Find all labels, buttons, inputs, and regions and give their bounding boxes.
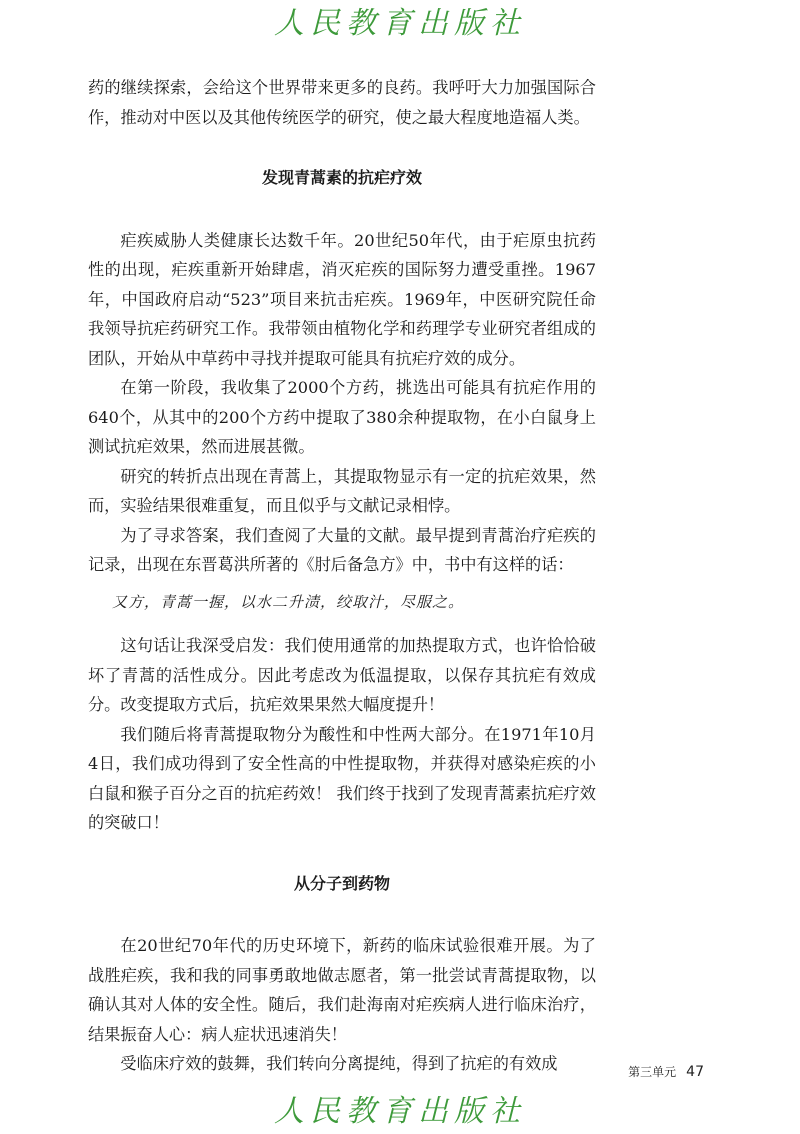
paragraph: 疟疾威胁人类健康长达数千年。20世纪50年代，由于疟原虫抗药性的出现，疟疾重新开始肆虐，消灭疟疾的国际努力遭受重挫。1967年，中国政府启动“523”项目来抗击疟疾。1969年，中医研究院任命我领导抗疟药研究工作。我带领由植物化学和药理学专业研究者组成的团队，开始从中草药中寻找并提取可能具有抗疟疗效的成分。 [88, 230, 596, 368]
classical-quote: 又方，青蒿一握，以水二升渍，绞取汁，尽服之。 [112, 592, 465, 611]
paragraph: 研究的转折点出现在青蒿上，其提取物显示有一定的抗疟效果，然而，实验结果很难重复，而且似乎与文献记录相悖。 [88, 466, 596, 515]
paragraph: 药的继续探索，会给这个世界带来更多的良药。我呼吁大力加强国际合作，推动对中医以及其他传统医学的研究，使之最大程度地造福人类。 [88, 78, 596, 127]
unit-label: 第三单元 [628, 1065, 677, 1079]
page-number: 47 [686, 1064, 704, 1080]
paragraph: 在20世纪70年代的历史环境下，新药的临床试验很难开展。为了战胜疟疾，我和我的同事勇敢地做志愿者，第一批尝试青蒿提取物，以确认其对人体的安全性。随后，我们赴海南对疟疾病人进行临床治疗，结果振奋人心：病人症状迅速消失！ [88, 936, 596, 1044]
section-heading: 发现青蒿素的抗疟疗效 [261, 168, 422, 187]
page-footer [628, 1063, 704, 1080]
paragraph: 在第一阶段，我收集了2000个方药，挑选出可能具有抗疟作用的640个，从其中的200个方药中提取了380余种提取物，在小白鼠身上测试抗疟效果，然而进展甚微。 [88, 378, 596, 456]
publisher-watermark-top: 人民教育出版社 [274, 6, 526, 41]
paragraph: 为了寻求答案，我们查阅了大量的文献。最早提到青蒿治疗疟疾的记录，出现在东晋葛洪所著的《肘后备急方》中，书中有这样的话： [88, 525, 596, 574]
paragraph: 受临床疗效的鼓舞，我们转向分离提纯，得到了抗疟的有效成 [120, 1054, 558, 1073]
publisher-watermark-bottom: 人民教育出版社 [274, 1094, 526, 1129]
paragraph: 我们随后将青蒿提取物分为酸性和中性两大部分。在1971年10月4日，我们成功得到了安全性高的中性提取物，并获得对感染疟疾的小白鼠和猴子百分之百的抗疟药效！ 我们终于找到了发现青蒿素抗疟疗效的突破口！ [88, 724, 596, 832]
section-heading: 从分子到药物 [293, 873, 390, 893]
article-body [88, 73, 596, 1079]
paragraph: 这句话让我深受启发：我们使用通常的加热提取方式，也许恰恰破坏了青蒿的活性成分。因此考虑改为低温提取，以保存其抗疟有效成分。改变提取方式后，抗疟效果果然大幅度提升！ [88, 636, 596, 714]
